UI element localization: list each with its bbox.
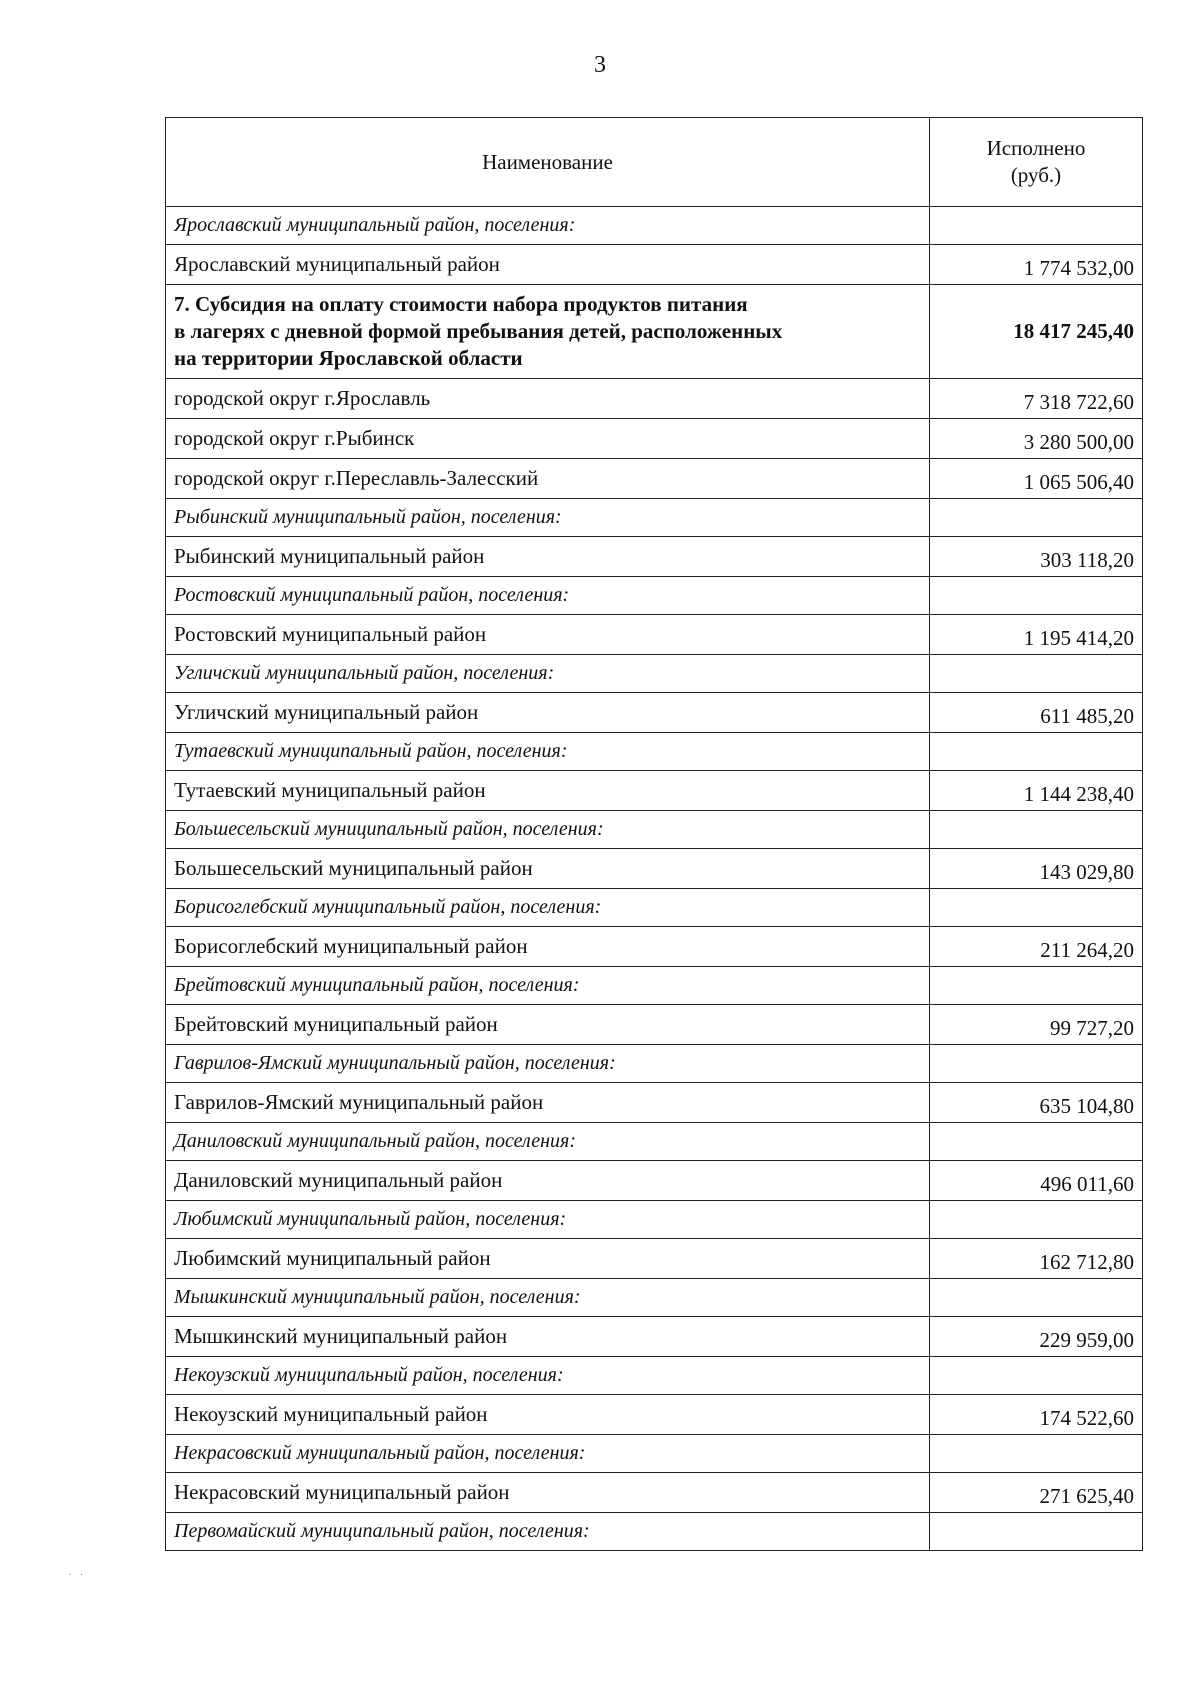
section-total-row [166,285,1143,379]
row-value: 635 104,80 [930,1083,1143,1123]
row-name: Рыбинский муниципальный район [166,537,930,577]
district-heading-row [166,1123,1143,1161]
district-heading-row [166,1513,1143,1551]
row-name: Большесельский муниципальный район, поселения: [166,811,930,849]
row-value [930,1435,1143,1473]
row-name: Ростовский муниципальный район, поселения: [166,577,930,615]
row-value [930,1045,1143,1083]
table-header-row [166,118,1143,207]
row-value: 1 195 414,20 [930,615,1143,655]
row-name: городской округ г.Рыбинск [166,419,930,459]
budget-table [165,117,1143,1551]
table-row [166,245,1143,285]
row-value: 99 727,20 [930,1005,1143,1045]
row-name: Рыбинский муниципальный район, поселения: [166,499,930,537]
district-heading-row [166,1279,1143,1317]
row-value [930,967,1143,1005]
row-value: 271 625,40 [930,1473,1143,1513]
row-name: Некоузский муниципальный район [166,1395,930,1435]
row-name: Некрасовский муниципальный район, поселения: [166,1435,930,1473]
row-value [930,655,1143,693]
header-value-line2: (руб.) [1010,163,1062,187]
row-value [930,733,1143,771]
district-heading-row [166,967,1143,1005]
table-row [166,693,1143,733]
row-name: Мышкинский муниципальный район [166,1317,930,1357]
table-row [166,1083,1143,1123]
district-heading-row [166,1045,1143,1083]
page-number: 3 [594,52,606,78]
row-value: 7 318 722,60 [930,379,1143,419]
row-value: 303 118,20 [930,537,1143,577]
row-value: 18 417 245,40 [930,285,1143,379]
row-value [930,889,1143,927]
table-row [166,615,1143,655]
row-value [930,499,1143,537]
table-row [166,1005,1143,1045]
table-row [166,537,1143,577]
row-name: Угличский муниципальный район [166,693,930,733]
row-value [930,1123,1143,1161]
row-value: 1 144 238,40 [930,771,1143,811]
row-name: Гаврилов-Ямский муниципальный район, поселения: [166,1045,930,1083]
row-name: Даниловский муниципальный район [166,1161,930,1201]
header-name: Наименование [166,118,930,207]
table-row [166,1239,1143,1279]
row-value: 143 029,80 [930,849,1143,889]
table-row [166,771,1143,811]
table-row [166,927,1143,967]
row-value: 174 522,60 [930,1395,1143,1435]
district-heading-row [166,889,1143,927]
row-value [930,577,1143,615]
row-name: Некоузский муниципальный район, поселения: [166,1357,930,1395]
row-name: Большесельский муниципальный район [166,849,930,889]
row-name-line: 7. Субсидия на оплату стоимости набора продуктов питания [174,292,748,316]
row-name: Гаврилов-Ямский муниципальный район [166,1083,930,1123]
row-value [930,207,1143,245]
row-name: городской округ г.Ярославль [166,379,930,419]
row-name: Тутаевский муниципальный район [166,771,930,811]
table-row [166,379,1143,419]
row-value: 611 485,20 [930,693,1143,733]
row-name: Ярославский муниципальный район, поселения: [166,207,930,245]
row-name: Брейтовский муниципальный район, поселения: [166,967,930,1005]
table-row [166,849,1143,889]
table-row [166,1473,1143,1513]
district-heading-row [166,733,1143,771]
table-row [166,459,1143,499]
row-name: Тутаевский муниципальный район, поселения: [166,733,930,771]
row-name: Борисоглебский муниципальный район [166,927,930,967]
district-heading-row [166,1201,1143,1239]
row-name: Любимский муниципальный район, поселения: [166,1201,930,1239]
row-name: Первомайский муниципальный район, поселения: [166,1513,930,1551]
row-value [930,1201,1143,1239]
row-value: 229 959,00 [930,1317,1143,1357]
row-name-line: в лагерях с дневной формой пребывания детей, расположенных [174,319,783,343]
district-heading-row [166,655,1143,693]
row-name: Даниловский муниципальный район, поселения: [166,1123,930,1161]
table-row [166,419,1143,459]
row-name: Любимский муниципальный район [166,1239,930,1279]
district-heading-row [166,1357,1143,1395]
district-heading-row [166,499,1143,537]
row-name: Мышкинский муниципальный район, поселения: [166,1279,930,1317]
row-name: городской округ г.Переславль-Залесский [166,459,930,499]
row-value: 3 280 500,00 [930,419,1143,459]
table-body [166,207,1143,1551]
row-name: Брейтовский муниципальный район [166,1005,930,1045]
table-row [166,1161,1143,1201]
row-value [930,1279,1143,1317]
row-name [166,285,930,379]
row-value: 1 774 532,00 [930,245,1143,285]
district-heading-row [166,811,1143,849]
district-heading-row [166,577,1143,615]
row-value: 211 264,20 [930,927,1143,967]
row-name: Угличский муниципальный район, поселения: [166,655,930,693]
row-value [930,811,1143,849]
row-name-line: на территории Ярославской области [174,346,523,370]
table-row [166,1395,1143,1435]
district-heading-row [166,1435,1143,1473]
header-value [930,118,1143,207]
district-heading-row [166,207,1143,245]
header-value-line1: Исполнено [986,136,1086,160]
scan-specks: · · [68,1570,87,1581]
row-value: 1 065 506,40 [930,459,1143,499]
row-name: Ярославский муниципальный район [166,245,930,285]
row-value: 162 712,80 [930,1239,1143,1279]
row-name: Борисоглебский муниципальный район, поселения: [166,889,930,927]
row-value [930,1513,1143,1551]
row-name: Ростовский муниципальный район [166,615,930,655]
row-value [930,1357,1143,1395]
row-value: 496 011,60 [930,1161,1143,1201]
table-row [166,1317,1143,1357]
row-name: Некрасовский муниципальный район [166,1473,930,1513]
